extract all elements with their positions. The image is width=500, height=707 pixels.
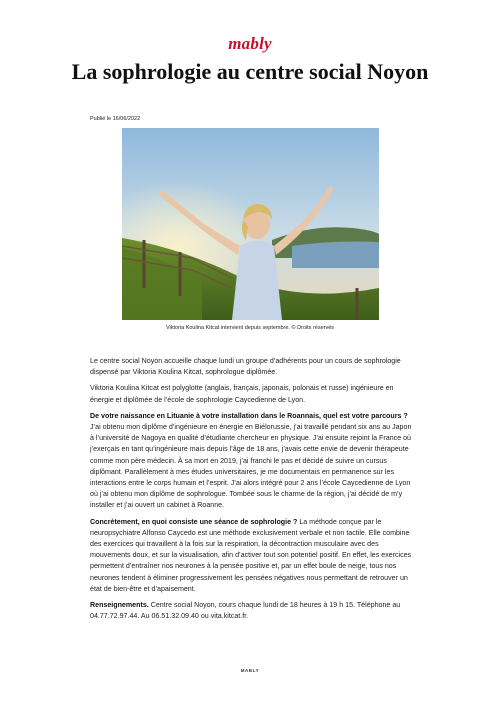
photo-caption: Viktoria Koulina Kitcat intervient depuis septembre. © Droits réservés [165, 325, 335, 331]
bio-paragraph: Viktoria Koulina Kitcat est polyglotte (anglais, français, japonais, polonais et russe) ingénieure en énergie et diplômée de l’école de sophrologie Caycedienne de Lyon. [90, 384, 394, 404]
interview-answer-1 [90, 411, 416, 512]
answer-2-text: La méthode conçue par le neuropsychiatre Alfonso Caycedo est une méthode exclusivement verbale et non tactile. Elle combine des exercices qui travaillent à la fois sur la respiration, la décontraction musculaire avec des mouvements doux, et sur la visualisation, afin d’activer tout son potentiel positif. En effet, les exercices permettent d’entraîner nos neurones à la pensée positive et, par un effet boule de neige, tous nos neurones tendent à éliminer progressivement les pensées négatives nous permettant de retrouver un état de bien-être et d’apaisement. [90, 517, 412, 593]
article-title: La sophrologie au centre social Noyon [71, 59, 429, 84]
intro-paragraph: Le centre social Noyon accueille chaque lundi un groupe d’adhérents pour un cours de sophrologie dispensé par Viktoria Koulina Kitcat, sophrologue diplômée. [90, 357, 401, 377]
publish-date: Publié le 16/06/2022 [90, 116, 141, 122]
interview-answer-2 [90, 517, 416, 595]
info-label: Renseignements. [90, 601, 149, 610]
interview-question-2: Concrètement, en quoi consiste une séance de sophrologie ? [90, 517, 298, 526]
footer-brand: MABLY [240, 668, 260, 673]
article-photo [122, 128, 379, 320]
brand-logo: mably [228, 34, 272, 53]
article-body [90, 356, 416, 627]
answer-1-text: J’ai obtenu mon diplôme d’ingénieure en énergie en Biélorussie, j’ai travaillé pendant six ans au Japon à l’université de Nagoya en qualité d’étudiante chercheur en physique. J’ai ensuite rejoint la France où j’exerçais en tant qu’ingénieure mais depuis l’âge de 18 ans, j’avais cette envie de devenir thérapeute comme mon père médecin. À sa mort en 2019, j’ai franchi le pas et décidé de suivre un cursus diplômant. Parallèlement à mes études universitaires, je me documentais en permanence sur les interactions entre le corps humain et l’esprit. J’ai alors intégré pour 2 ans l’école Caycedienne de Lyon où j’ai obtenu mon diplôme de sophrologue. Tombée sous le charme de la région, j’ai décidé de m’y installer et j’ai ouvert un cabinet à Roanne. [90, 423, 412, 510]
interview-question-1: De votre naissance en Lituanie à votre installation dans le Roannais, quel est votre parcours ? [90, 411, 408, 420]
info-paragraph [90, 600, 416, 622]
info-text: Centre social Noyon, cours chaque lundi de 18 heures à 19 h 15. Téléphone au 04.77.72.97.44. Au 06.51.32.09.40 ou vita.kitcat.fr. [90, 601, 401, 621]
